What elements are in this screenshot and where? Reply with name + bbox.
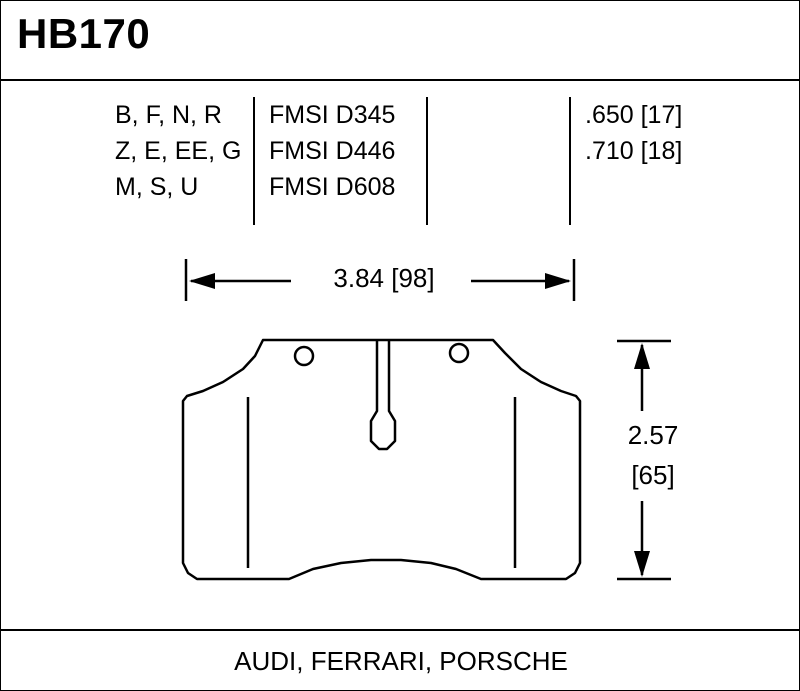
height-dimension-value-in: 2.57 (627, 420, 679, 450)
fmsi-column (269, 97, 395, 205)
width-dimension-label (1, 263, 800, 294)
compound-code-row: Z, E, EE, G (115, 137, 242, 165)
fmsi-row: FMSI D345 (269, 101, 396, 129)
compound-codes-column (115, 97, 241, 205)
spec-table (101, 97, 701, 225)
header-divider-top (1, 79, 800, 81)
compound-code-row: B, F, N, R (115, 101, 222, 129)
height-dimension-label (601, 415, 705, 495)
thickness-row: .650 [17] (585, 101, 683, 129)
brake-pad-outline (183, 340, 580, 579)
height-dimension-value-mm: [65] (631, 460, 675, 490)
thickness-row: .710 [18] (585, 137, 683, 165)
fmsi-row: FMSI D446 (269, 137, 396, 165)
vehicle-applications: AUDI, FERRARI, PORSCHE (234, 646, 568, 676)
width-dimension-value: 3.84 [98] (333, 263, 435, 293)
thickness-column (585, 97, 682, 169)
fmsi-row: FMSI D608 (269, 173, 396, 201)
table-divider-2 (426, 97, 428, 225)
part-number: HB170 (17, 10, 151, 57)
table-divider-1 (253, 97, 255, 225)
footer-divider (1, 629, 800, 631)
compound-code-row: M, S, U (115, 173, 199, 201)
table-divider-3 (569, 97, 571, 225)
